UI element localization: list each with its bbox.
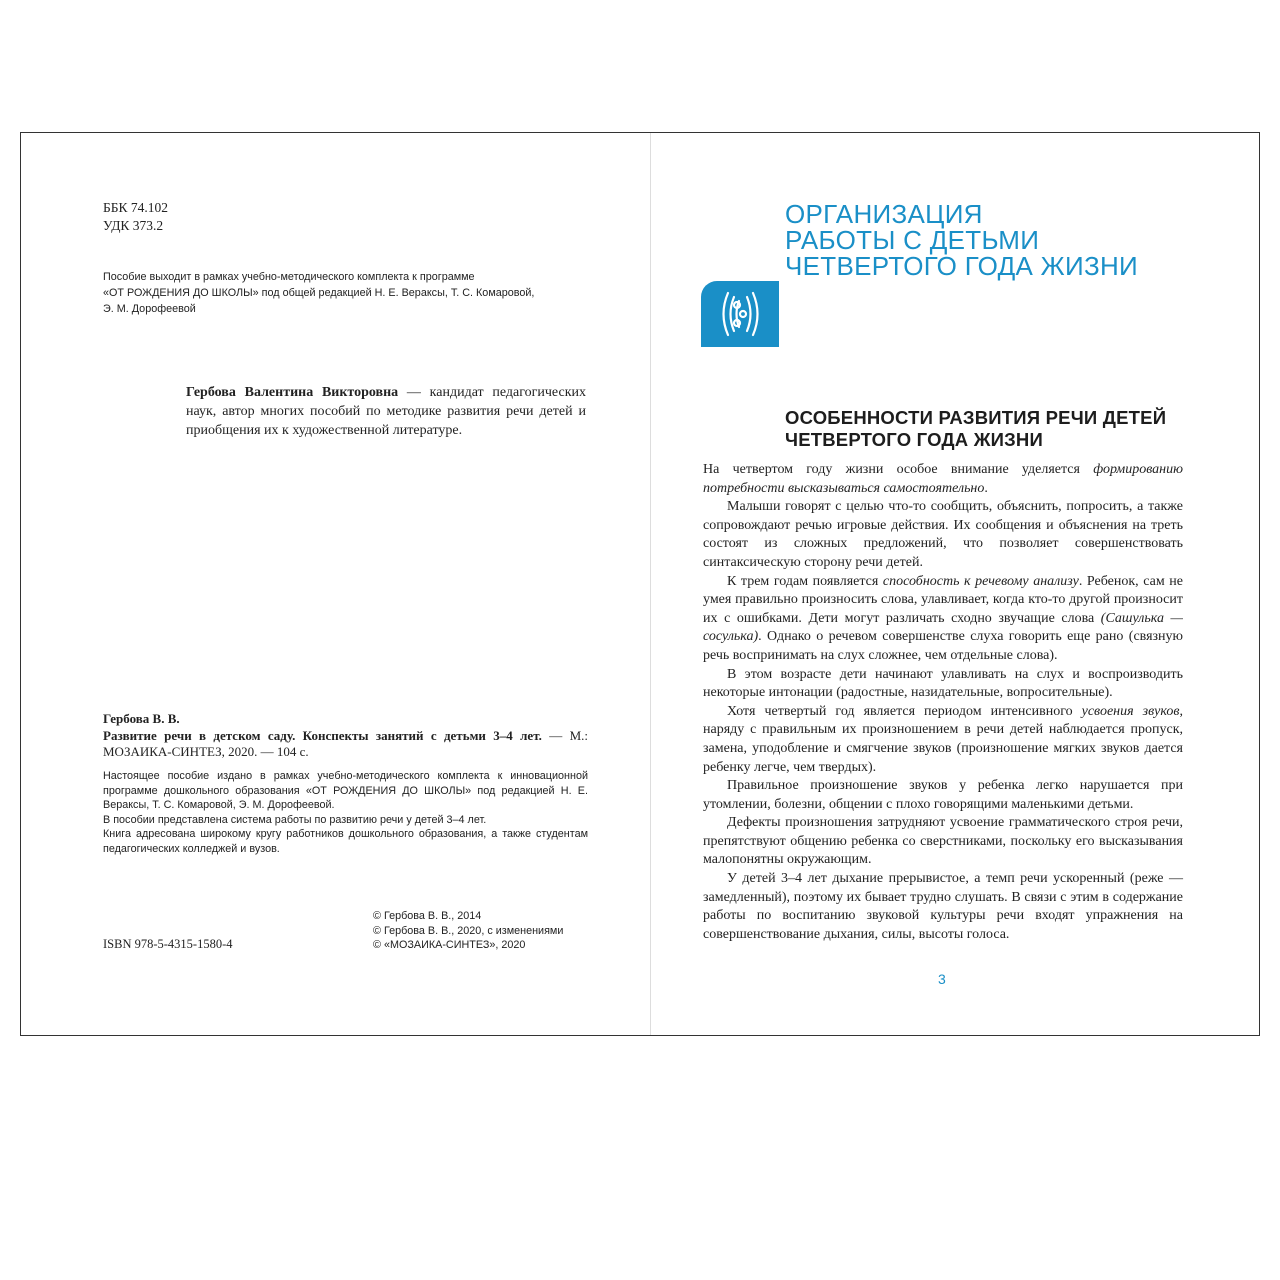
annotation — [103, 769, 588, 857]
body-paragraph: Правильное произношение звуков у ребенка легко нарушается при утомлении, болезни, общении с плохо говорящими маленькими детьми. — [703, 778, 1183, 812]
chapter-title-line: ЧЕТВЕРТОГО ГОДА ЖИЗНИ — [785, 251, 1139, 281]
copyright-line: © «МОЗАИКА-СИНТЕЗ», 2020 — [373, 939, 526, 951]
body-paragraph — [703, 573, 1183, 666]
classification-codes — [103, 199, 168, 235]
biblio-author: Гербова В. В. — [103, 711, 180, 726]
series-note-line: Пособие выходит в рамках учебно-методического комплекта к программе — [103, 271, 475, 283]
biblio-title: Развитие речи в детском саду. Конспекты занятий с детьми 3–4 лет. — [103, 727, 542, 743]
text-run: . — [984, 480, 988, 496]
text-run: Хотя четвертый год является периодом интенсивного — [727, 703, 1082, 719]
emphasis: способность к речевому анализу — [882, 573, 1079, 589]
annotation-paragraph: Книга адресована широкому кругу работников дошкольного образования, а также студентам педагогических колледжей и вузов. — [103, 828, 588, 855]
isbn: ISBN 978-5-4315-1580-4 — [103, 937, 233, 951]
body-text — [703, 461, 1183, 944]
text-run: . Однако о речевом совершенстве слуха говорить еще рано (связную речь воспринимать на слух сложнее, чем отдельные слова). — [703, 629, 1183, 663]
body-paragraph: У детей 3–4 лет дыхание прерывистое, а темп речи ускоренный (реже — замедленный), поэтому их бывает трудно слушать. В связи с этим в содержание работы по воспитанию звуковой культуры речи входят упражнения на совершенствование дыхания, силы, высоты голоса. — [703, 871, 1183, 942]
section-title — [785, 407, 1166, 451]
section-title-line: ОСОБЕННОСТИ РАЗВИТИЯ РЕЧИ ДЕТЕЙ — [785, 407, 1167, 428]
bbk-code: ББК 74.102 — [103, 200, 169, 215]
section-title-line: ЧЕТВЕРТОГО ГОДА ЖИЗНИ — [785, 429, 1043, 450]
page-gutter — [650, 133, 651, 1035]
biblio-imprint: — М.: МОЗАИКА-СИНТЕЗ, 2020. — 104 с. — [103, 727, 588, 759]
text-run: . Ребенок, сам не умея правильно произносить слова, улавливает, когда кто-то другой произносит их с ошибками. Дети могут различать сходно звучащие слова — [703, 573, 1183, 626]
book-spread — [20, 132, 1260, 1036]
chapter-emblem — [701, 281, 779, 347]
series-note — [103, 269, 603, 317]
author-name: Гербова Валентина Викторовна — [186, 385, 399, 400]
chapter-title — [785, 201, 1138, 279]
annotation-paragraph: В пособии представлена система работы по развитию речи у детей 3–4 лет. — [103, 813, 487, 826]
chapter-title-line: ОРГАНИЗАЦИЯ — [785, 199, 983, 229]
emphasis: формированию потребности высказываться самостоятельно — [703, 462, 1183, 496]
body-paragraph: Малыши говорят с целью что-то сообщить, объяснить, попросить, а также сопровождают речью игровые действия. Их сообщения и объяснения на треть состоят из сложных предложений, что позволяет совершенствовать синтаксическую сторону речи детей. — [703, 499, 1183, 570]
series-note-line: «ОТ РОЖДЕНИЯ ДО ШКОЛЫ» под общей редакцией Н. Е. Вераксы, Т. С. Комаровой, — [103, 287, 535, 299]
copyright-block — [373, 909, 563, 953]
chapter-title-line: РАБОТЫ С ДЕТЬМИ — [785, 225, 1040, 255]
page-number: 3 — [938, 971, 946, 987]
emphasis: (Сашулька — сосулька) — [703, 610, 1183, 645]
udk-code: УДК 373.2 — [103, 218, 164, 233]
body-paragraph — [703, 703, 1183, 777]
copyright-line: © Гербова В. В., 2020, с изменениями — [373, 924, 564, 937]
copyright-line: © Гербова В. В., 2014 — [373, 910, 482, 922]
body-paragraph: В этом возрасте дети начинают улавливать на слух и воспроизводить некоторые интонации (радостные, назидательные, вопросительные). — [703, 666, 1183, 701]
body-paragraph: Дефекты произношения затрудняют усвоение грамматического строя речи, препятствуют общению ребенка со сверстниками, поскольку его высказывания малопонятны окружающим. — [703, 815, 1183, 868]
text-run: На четвертом году жизни особое внимание уделяется — [703, 462, 1094, 477]
body-paragraph — [703, 461, 1183, 498]
text-run: , наряду с правильным их произношением в речи детей наблюдается пропуск, замена, уподобление и смягчение звуков (произношение мягких звуков дается ребенку легче, чем твердых). — [703, 703, 1183, 775]
emphasis: усвоения звуков — [1081, 703, 1180, 719]
series-note-line: Э. М. Дорофеевой — [103, 303, 196, 315]
author-bio — [186, 383, 586, 440]
bibliographic-record — [103, 711, 588, 761]
annotation-paragraph: Настоящее пособие издано в рамках учебно-методического комплекта к инновационной программе дошкольного образования «ОТ РОЖДЕНИЯ ДО ШКОЛЫ» под редакцией Н. Е. Вераксы, Т. С. Комаровой, Э. М. Дорофеевой. — [103, 770, 588, 812]
concentric-arcs-icon — [701, 281, 779, 347]
author-bio-text: — кандидат педагогических наук, автор многих пособий по методике развития речи детей и приобщения их к художественной литературе. — [186, 385, 587, 438]
text-run: К трем годам появляется — [727, 573, 883, 589]
